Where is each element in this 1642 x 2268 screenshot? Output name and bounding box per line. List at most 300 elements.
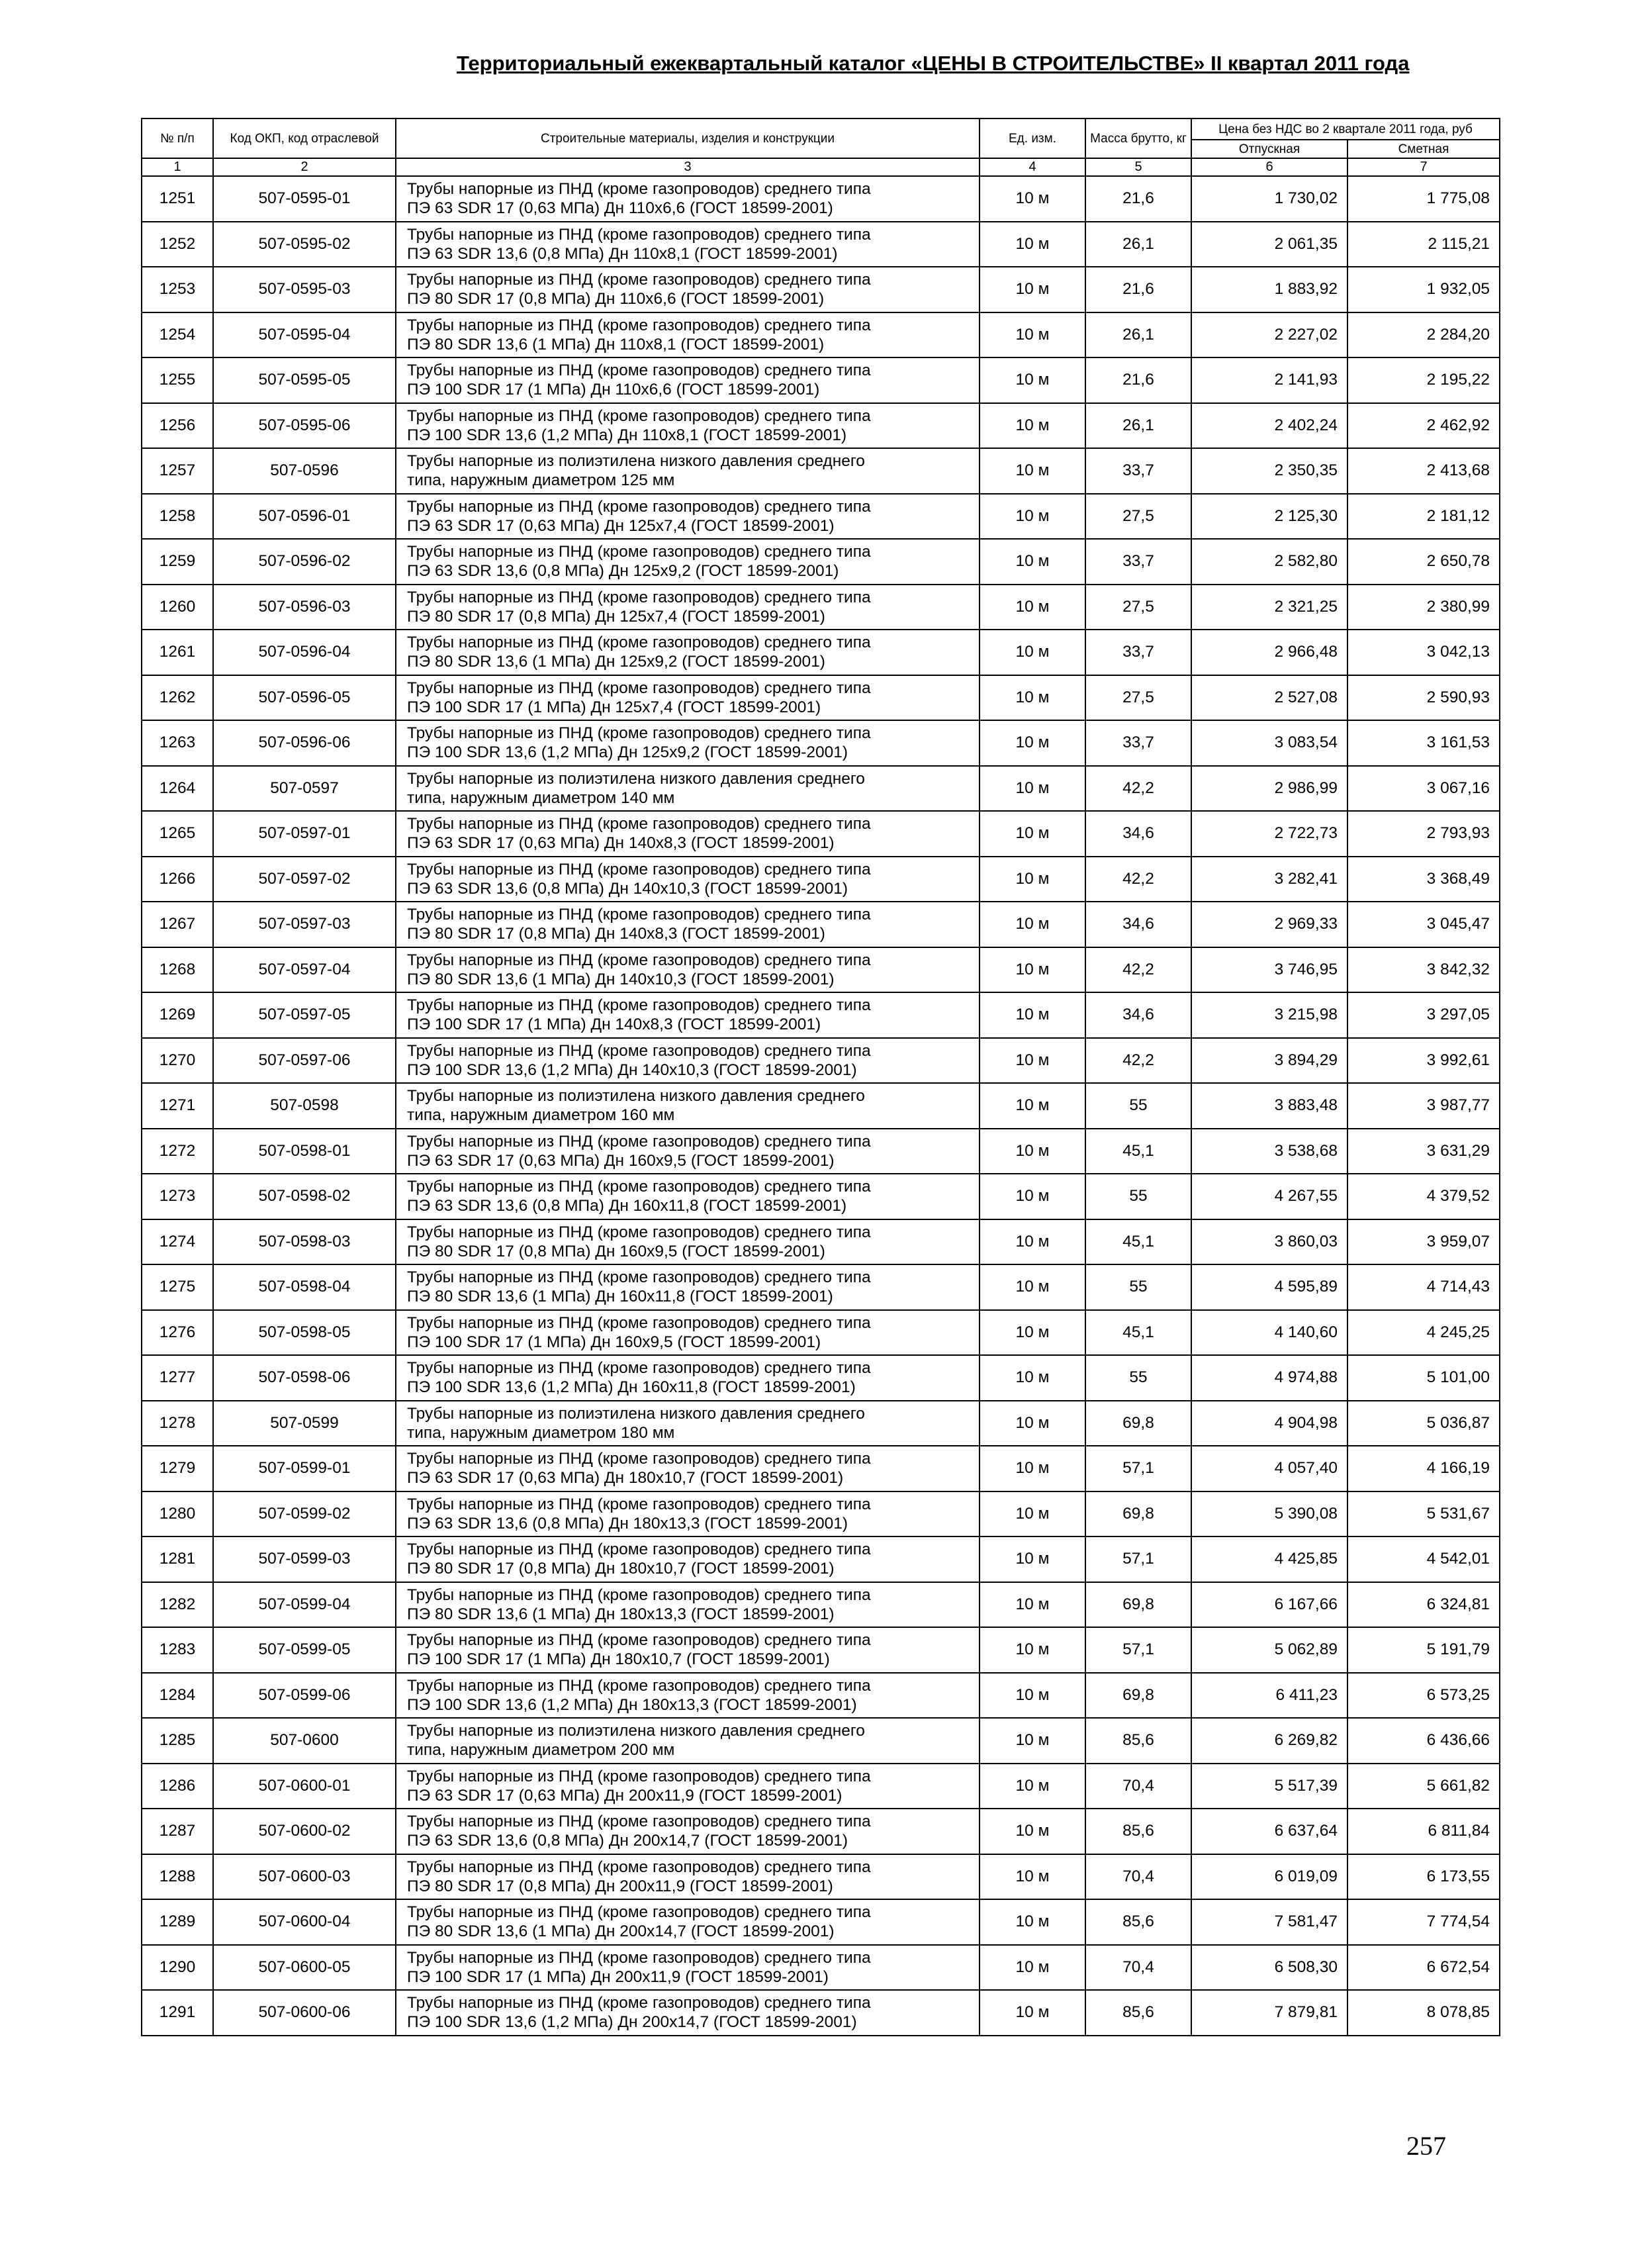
row-description-line: Трубы напорные из ПНД (кроме газопроводов) среднего типа [407, 1813, 871, 1831]
row-description-line: типа, наружным диаметром 125 мм [407, 471, 675, 490]
row-num: 1283 [142, 1627, 213, 1673]
row-description-line: ПЭ 80 SDR 13,6 (1 МПа) Дн 140х10,3 (ГОСТ 18599-2001) [407, 970, 835, 988]
row-code: 507-0595-06 [213, 403, 396, 449]
table-row [142, 1536, 1500, 1582]
row-code: 507-0600-06 [213, 1990, 396, 2036]
row-num: 1266 [142, 857, 213, 902]
row-price-release: 2 966,48 [1191, 630, 1347, 675]
table-header [142, 118, 1500, 176]
row-price-estimate: 4 245,25 [1347, 1310, 1500, 1356]
row-unit: 10 м [980, 494, 1085, 540]
row-description-line: Трубы напорные из ПНД (кроме газопроводов) среднего типа [407, 588, 871, 606]
row-description-line: Трубы напорные из ПНД (кроме газопроводов) среднего типа [407, 543, 871, 561]
row-unit: 10 м [980, 1446, 1085, 1491]
row-mass: 42,2 [1085, 1038, 1191, 1084]
row-price-estimate: 2 181,12 [1347, 494, 1500, 540]
row-description [396, 857, 980, 902]
row-description-line: ПЭ 80 SDR 17 (0,8 МПа) Дн 200х11,9 (ГОСТ 18599-2001) [407, 1877, 833, 1895]
row-description-line: типа, наружным диаметром 180 мм [407, 1423, 675, 1442]
row-price-estimate: 5 191,79 [1347, 1627, 1500, 1673]
row-mass: 57,1 [1085, 1446, 1191, 1491]
row-code: 507-0597-05 [213, 992, 396, 1038]
row-mass: 85,6 [1085, 1809, 1191, 1854]
row-price-estimate: 4 542,01 [1347, 1536, 1500, 1582]
row-mass: 33,7 [1085, 720, 1191, 766]
row-price-release: 2 125,30 [1191, 494, 1347, 540]
table-row [142, 811, 1500, 857]
row-num: 1254 [142, 312, 213, 358]
row-price-estimate: 3 959,07 [1347, 1219, 1500, 1265]
row-price-estimate: 3 067,16 [1347, 766, 1500, 812]
row-description-line: ПЭ 63 SDR 17 (0,63 МПа) Дн 200х11,9 (ГОСТ 18599-2001) [407, 1786, 843, 1805]
table-row [142, 403, 1500, 449]
row-num: 1261 [142, 630, 213, 675]
row-price-release: 3 746,95 [1191, 947, 1347, 993]
row-description [396, 766, 980, 812]
row-unit: 10 м [980, 992, 1085, 1038]
row-price-release: 2 402,24 [1191, 403, 1347, 449]
row-description-line: Трубы напорные из ПНД (кроме газопроводов) среднего типа [407, 1676, 871, 1695]
row-code: 507-0600-01 [213, 1764, 396, 1809]
row-description [396, 1899, 980, 1945]
row-price-release: 7 581,47 [1191, 1899, 1347, 1945]
row-code: 507-0599-04 [213, 1582, 396, 1628]
row-description-line: Трубы напорные из ПНД (кроме газопроводов) среднего типа [407, 1268, 871, 1287]
row-price-estimate: 2 793,93 [1347, 811, 1500, 857]
row-description [396, 1536, 980, 1582]
row-description-line: ПЭ 100 SDR 13,6 (1,2 МПа) Дн 110х8,1 (ГОСТ 18599-2001) [407, 426, 847, 444]
table-row [142, 176, 1500, 222]
row-price-release: 2 722,73 [1191, 811, 1347, 857]
row-price-release: 2 969,33 [1191, 902, 1347, 947]
row-description [396, 1718, 980, 1764]
row-description [396, 1627, 980, 1673]
row-description [396, 720, 980, 766]
row-num: 1251 [142, 176, 213, 222]
row-mass: 21,6 [1085, 357, 1191, 403]
table-row [142, 1219, 1500, 1265]
row-price-estimate: 3 297,05 [1347, 992, 1500, 1038]
row-description [396, 267, 980, 312]
row-price-estimate: 5 531,67 [1347, 1491, 1500, 1537]
row-price-release: 3 083,54 [1191, 720, 1347, 766]
row-mass: 57,1 [1085, 1627, 1191, 1673]
row-description-line: ПЭ 100 SDR 17 (1 МПа) Дн 140х8,3 (ГОСТ 18599-2001) [407, 1016, 821, 1034]
page-header-title: Территориальный ежеквартальный каталог «ЦЕНЫ В СТРОИТЕЛЬСТВЕ» II квартал 2011 года [457, 52, 1410, 75]
table-row [142, 448, 1500, 494]
row-description-line: ПЭ 63 SDR 17 (0,63 МПа) Дн 160х9,5 (ГОСТ 18599-2001) [407, 1151, 835, 1170]
table-row [142, 720, 1500, 766]
row-code: 507-0599 [213, 1401, 396, 1446]
row-mass: 34,6 [1085, 902, 1191, 947]
row-num: 1255 [142, 357, 213, 403]
row-description [396, 1673, 980, 1719]
row-unit: 10 м [980, 1627, 1085, 1673]
row-code: 507-0598-03 [213, 1219, 396, 1265]
row-price-release: 3 883,48 [1191, 1083, 1347, 1129]
row-description-line: ПЭ 100 SDR 17 (1 МПа) Дн 125х7,4 (ГОСТ 18599-2001) [407, 698, 821, 716]
row-description-line: Трубы напорные из ПНД (кроме газопроводов) среднего типа [407, 860, 871, 878]
row-mass: 45,1 [1085, 1310, 1191, 1356]
row-unit: 10 м [980, 357, 1085, 403]
row-num: 1265 [142, 811, 213, 857]
row-description [396, 1401, 980, 1446]
row-description-line: ПЭ 80 SDR 13,6 (1 МПа) Дн 110х8,1 (ГОСТ 18599-2001) [407, 335, 825, 354]
row-code: 507-0598-05 [213, 1310, 396, 1356]
row-description [396, 1809, 980, 1854]
header-price-release: Отпускная [1191, 140, 1347, 158]
row-description-line: ПЭ 80 SDR 17 (0,8 МПа) Дн 125х7,4 (ГОСТ 18599-2001) [407, 607, 825, 626]
row-code: 507-0596-06 [213, 720, 396, 766]
row-description-line: Трубы напорные из ПНД (кроме газопроводов) среднего типа [407, 316, 871, 334]
row-description-line: Трубы напорные из ПНД (кроме газопроводов) среднего типа [407, 1178, 871, 1196]
row-price-estimate: 4 379,52 [1347, 1174, 1500, 1219]
row-unit: 10 м [980, 902, 1085, 947]
row-mass: 33,7 [1085, 448, 1191, 494]
row-price-estimate: 3 045,47 [1347, 902, 1500, 947]
row-unit: 10 м [980, 1310, 1085, 1356]
header-num: № п/п [142, 118, 213, 158]
row-mass: 33,7 [1085, 539, 1191, 585]
row-code: 507-0597-04 [213, 947, 396, 993]
row-description-line: Трубы напорные из ПНД (кроме газопроводов) среднего типа [407, 724, 871, 743]
row-description-line: ПЭ 100 SDR 13,6 (1,2 МПа) Дн 160х11,8 (ГОСТ 18599-2001) [407, 1378, 856, 1397]
row-price-release: 3 538,68 [1191, 1129, 1347, 1174]
row-description-line: типа, наружным диаметром 200 мм [407, 1741, 675, 1760]
row-mass: 26,1 [1085, 312, 1191, 358]
table-row [142, 1854, 1500, 1900]
row-price-estimate: 3 631,29 [1347, 1129, 1500, 1174]
row-description-line: Трубы напорные из ПНД (кроме газопроводов) среднего типа [407, 1223, 871, 1241]
row-unit: 10 м [980, 1582, 1085, 1628]
row-num: 1284 [142, 1673, 213, 1719]
row-price-estimate: 6 436,66 [1347, 1718, 1500, 1764]
row-description [396, 675, 980, 721]
row-price-release: 4 057,40 [1191, 1446, 1347, 1491]
row-description-line: ПЭ 63 SDR 17 (0,63 МПа) Дн 180х10,7 (ГОСТ 18599-2001) [407, 1469, 844, 1488]
row-price-estimate: 2 380,99 [1347, 585, 1500, 630]
row-mass: 85,6 [1085, 1990, 1191, 2036]
row-description-line: ПЭ 80 SDR 13,6 (1 МПа) Дн 180х13,3 (ГОСТ 18599-2001) [407, 1605, 835, 1623]
row-price-release: 2 321,25 [1191, 585, 1347, 630]
row-num: 1275 [142, 1264, 213, 1310]
row-code: 507-0596 [213, 448, 396, 494]
row-description-line: Трубы напорные из ПНД (кроме газопроводов) среднего типа [407, 497, 871, 516]
row-price-release: 5 517,39 [1191, 1764, 1347, 1809]
row-description-line: ПЭ 80 SDR 13,6 (1 МПа) Дн 125х9,2 (ГОСТ 18599-2001) [407, 653, 825, 671]
row-mass: 27,5 [1085, 494, 1191, 540]
row-mass: 69,8 [1085, 1491, 1191, 1537]
table-row [142, 1355, 1500, 1401]
table-row [142, 357, 1500, 403]
row-description-line: ПЭ 63 SDR 17 (0,63 МПа) Дн 125х7,4 (ГОСТ 18599-2001) [407, 516, 835, 535]
row-description [396, 1764, 980, 1809]
row-unit: 10 м [980, 1854, 1085, 1900]
row-description [396, 222, 980, 267]
row-description [396, 992, 980, 1038]
row-unit: 10 м [980, 1809, 1085, 1854]
row-description-line: ПЭ 100 SDR 17 (1 МПа) Дн 180х10,7 (ГОСТ 18599-2001) [407, 1650, 830, 1669]
row-description-line: Трубы напорные из ПНД (кроме газопроводов) среднего типа [407, 634, 871, 652]
row-price-estimate: 8 078,85 [1347, 1990, 1500, 2036]
row-description-line: Трубы напорные из ПНД (кроме газопроводов) среднего типа [407, 1903, 871, 1922]
row-price-estimate: 5 101,00 [1347, 1355, 1500, 1401]
row-description-line: Трубы напорные из полиэтилена низкого давления среднего [407, 452, 865, 471]
column-number: 4 [980, 158, 1085, 176]
row-description-line: ПЭ 100 SDR 17 (1 МПа) Дн 160х9,5 (ГОСТ 18599-2001) [407, 1333, 821, 1351]
row-description [396, 1945, 980, 1991]
row-description-line: Трубы напорные из ПНД (кроме газопроводов) среднего типа [407, 1858, 871, 1876]
row-code: 507-0598-06 [213, 1355, 396, 1401]
row-description-line: ПЭ 80 SDR 13,6 (1 МПа) Дн 200х14,7 (ГОСТ 18599-2001) [407, 1922, 835, 1941]
table-row [142, 857, 1500, 902]
column-number: 7 [1347, 158, 1500, 176]
row-unit: 10 м [980, 585, 1085, 630]
row-mass: 45,1 [1085, 1129, 1191, 1174]
column-number: 6 [1191, 158, 1347, 176]
row-price-estimate: 3 161,53 [1347, 720, 1500, 766]
row-description-line: Трубы напорные из ПНД (кроме газопроводов) среднего типа [407, 1313, 871, 1332]
header-unit: Ед. изм. [980, 118, 1085, 158]
row-description-line: Трубы напорные из ПНД (кроме газопроводов) среднего типа [407, 1132, 871, 1151]
row-description-line: ПЭ 63 SDR 13,6 (0,8 МПа) Дн 125х9,2 (ГОСТ 18599-2001) [407, 562, 839, 581]
row-price-release: 6 269,82 [1191, 1718, 1347, 1764]
row-description [396, 1582, 980, 1628]
row-unit: 10 м [980, 1536, 1085, 1582]
row-description-line: Трубы напорные из ПНД (кроме газопроводов) среднего типа [407, 815, 871, 833]
row-description-line: Трубы напорные из ПНД (кроме газопроводов) среднего типа [407, 1631, 871, 1650]
row-code: 507-0596-04 [213, 630, 396, 675]
column-number: 5 [1085, 158, 1191, 176]
row-description-line: ПЭ 63 SDR 13,6 (0,8 МПа) Дн 110х8,1 (ГОСТ 18599-2001) [407, 244, 838, 263]
row-mass: 21,6 [1085, 267, 1191, 312]
row-price-estimate: 6 173,55 [1347, 1854, 1500, 1900]
row-price-release: 4 140,60 [1191, 1310, 1347, 1356]
row-unit: 10 м [980, 1899, 1085, 1945]
price-table [141, 118, 1500, 2036]
row-mass: 85,6 [1085, 1718, 1191, 1764]
row-num: 1268 [142, 947, 213, 993]
row-description [396, 585, 980, 630]
row-code: 507-0600-02 [213, 1809, 396, 1854]
row-mass: 45,1 [1085, 1219, 1191, 1265]
row-mass: 69,8 [1085, 1673, 1191, 1719]
row-description [396, 1491, 980, 1537]
row-code: 507-0595-05 [213, 357, 396, 403]
row-description-line: Трубы напорные из ПНД (кроме газопроводов) среднего типа [407, 361, 871, 380]
row-price-estimate: 3 368,49 [1347, 857, 1500, 902]
row-mass: 69,8 [1085, 1582, 1191, 1628]
row-price-estimate: 5 036,87 [1347, 1401, 1500, 1446]
row-description [396, 630, 980, 675]
header-price-group: Цена без НДС во 2 квартале 2011 года, руб [1191, 118, 1500, 140]
row-description-line: ПЭ 80 SDR 17 (0,8 МПа) Дн 180х10,7 (ГОСТ 18599-2001) [407, 1560, 835, 1578]
header-price-estimate: Сметная [1347, 140, 1500, 158]
row-description-line: ПЭ 63 SDR 17 (0,63 МПа) Дн 110х6,6 (ГОСТ 18599-2001) [407, 199, 833, 218]
row-description-line: Трубы напорные из ПНД (кроме газопроводов) среднего типа [407, 1948, 871, 1967]
row-price-estimate: 1 775,08 [1347, 176, 1500, 222]
row-description [396, 1038, 980, 1084]
row-mass: 70,4 [1085, 1854, 1191, 1900]
row-description-line: Трубы напорные из ПНД (кроме газопроводов) среднего типа [407, 1585, 871, 1604]
row-price-release: 2 986,99 [1191, 766, 1347, 812]
row-description-line: Трубы напорные из ПНД (кроме газопроводов) среднего типа [407, 679, 871, 697]
table-row [142, 1491, 1500, 1537]
row-code: 507-0596-01 [213, 494, 396, 540]
table-row [142, 766, 1500, 812]
row-num: 1287 [142, 1809, 213, 1854]
row-description [396, 1264, 980, 1310]
row-mass: 26,1 [1085, 222, 1191, 267]
row-code: 507-0598 [213, 1083, 396, 1129]
row-code: 507-0597 [213, 766, 396, 812]
row-code: 507-0599-06 [213, 1673, 396, 1719]
row-description-line: Трубы напорные из ПНД (кроме газопроводов) среднего типа [407, 271, 871, 289]
row-num: 1252 [142, 222, 213, 267]
table-row [142, 1264, 1500, 1310]
row-description-line: Трубы напорные из ПНД (кроме газопроводов) среднего типа [407, 951, 871, 969]
page-number: 257 [1406, 2131, 1446, 2161]
row-description-line: Трубы напорные из полиэтилена низкого давления среднего [407, 1087, 865, 1106]
row-num: 1277 [142, 1355, 213, 1401]
row-price-release: 4 595,89 [1191, 1264, 1347, 1310]
row-description [396, 1990, 980, 2036]
row-description-line: Трубы напорные из ПНД (кроме газопроводов) среднего типа [407, 180, 871, 199]
table-row [142, 630, 1500, 675]
row-description-line: Трубы напорные из ПНД (кроме газопроводов) среднего типа [407, 1041, 871, 1060]
column-number-row [142, 158, 1500, 176]
row-num: 1264 [142, 766, 213, 812]
column-number: 3 [396, 158, 980, 176]
row-price-release: 2 141,93 [1191, 357, 1347, 403]
table-row [142, 1083, 1500, 1129]
row-mass: 69,8 [1085, 1401, 1191, 1446]
table-row [142, 1764, 1500, 1809]
row-description-line: ПЭ 80 SDR 17 (0,8 МПа) Дн 160х9,5 (ГОСТ 18599-2001) [407, 1242, 825, 1260]
row-description-line: Трубы напорные из ПНД (кроме газопроводов) среднего типа [407, 906, 871, 924]
row-price-estimate: 3 842,32 [1347, 947, 1500, 993]
row-description-line: Трубы напорные из ПНД (кроме газопроводов) среднего типа [407, 1359, 871, 1378]
row-description-line: Трубы напорные из ПНД (кроме газопроводов) среднего типа [407, 1767, 871, 1785]
row-unit: 10 м [980, 811, 1085, 857]
row-unit: 10 м [980, 1219, 1085, 1265]
row-description [396, 902, 980, 947]
row-unit: 10 м [980, 1491, 1085, 1537]
row-description [396, 312, 980, 358]
row-mass: 34,6 [1085, 811, 1191, 857]
row-unit: 10 м [980, 312, 1085, 358]
row-num: 1271 [142, 1083, 213, 1129]
row-unit: 10 м [980, 1990, 1085, 2036]
row-price-estimate: 3 987,77 [1347, 1083, 1500, 1129]
row-price-release: 2 350,35 [1191, 448, 1347, 494]
row-num: 1279 [142, 1446, 213, 1491]
header-mass: Масса брутто, кг [1085, 118, 1191, 158]
header-code: Код ОКП, код отраслевой [213, 118, 396, 158]
table-row [142, 1627, 1500, 1673]
row-code: 507-0597-02 [213, 857, 396, 902]
row-price-estimate: 7 774,54 [1347, 1899, 1500, 1945]
row-num: 1291 [142, 1990, 213, 2036]
row-num: 1253 [142, 267, 213, 312]
table-row [142, 1673, 1500, 1719]
row-description [396, 176, 980, 222]
row-unit: 10 м [980, 1038, 1085, 1084]
row-num: 1256 [142, 403, 213, 449]
row-mass: 57,1 [1085, 1536, 1191, 1582]
row-unit: 10 м [980, 222, 1085, 267]
row-price-release: 3 860,03 [1191, 1219, 1347, 1265]
table-row [142, 1945, 1500, 1991]
row-mass: 42,2 [1085, 766, 1191, 812]
row-price-estimate: 3 042,13 [1347, 630, 1500, 675]
row-description-line: ПЭ 100 SDR 13,6 (1,2 МПа) Дн 200х14,7 (ГОСТ 18599-2001) [407, 2013, 857, 2032]
row-code: 507-0600 [213, 1718, 396, 1764]
row-unit: 10 м [980, 1083, 1085, 1129]
row-price-release: 5 390,08 [1191, 1491, 1347, 1537]
row-description-line: Трубы напорные из ПНД (кроме газопроводов) среднего типа [407, 225, 871, 244]
row-code: 507-0598-02 [213, 1174, 396, 1219]
row-description-line: Трубы напорные из ПНД (кроме газопроводов) среднего типа [407, 996, 871, 1015]
row-description-line: Трубы напорные из ПНД (кроме газопроводов) среднего типа [407, 1994, 871, 2012]
row-num: 1282 [142, 1582, 213, 1628]
row-price-estimate: 2 115,21 [1347, 222, 1500, 267]
row-code: 507-0595-04 [213, 312, 396, 358]
row-description-line: Трубы напорные из ПНД (кроме газопроводов) среднего типа [407, 1495, 871, 1513]
row-num: 1278 [142, 1401, 213, 1446]
row-code: 507-0595-02 [213, 222, 396, 267]
row-description [396, 448, 980, 494]
row-unit: 10 м [980, 403, 1085, 449]
row-description-line: ПЭ 100 SDR 17 (1 МПа) Дн 110х6,6 (ГОСТ 18599-2001) [407, 381, 820, 399]
row-unit: 10 м [980, 176, 1085, 222]
row-unit: 10 м [980, 1764, 1085, 1809]
row-description-line: ПЭ 80 SDR 17 (0,8 МПа) Дн 110х6,6 (ГОСТ 18599-2001) [407, 290, 825, 308]
table-row [142, 1990, 1500, 2036]
row-mass: 55 [1085, 1264, 1191, 1310]
row-num: 1257 [142, 448, 213, 494]
row-description [396, 539, 980, 585]
table-row [142, 675, 1500, 721]
row-num: 1289 [142, 1899, 213, 1945]
row-price-release: 4 267,55 [1191, 1174, 1347, 1219]
row-description [396, 811, 980, 857]
row-unit: 10 м [980, 1718, 1085, 1764]
row-description-line: типа, наружным диаметром 160 мм [407, 1106, 675, 1125]
row-unit: 10 м [980, 1945, 1085, 1991]
row-num: 1260 [142, 585, 213, 630]
row-code: 507-0600-03 [213, 1854, 396, 1900]
row-unit: 10 м [980, 1355, 1085, 1401]
row-unit: 10 м [980, 630, 1085, 675]
row-code: 507-0598-01 [213, 1129, 396, 1174]
row-description-line: ПЭ 63 SDR 13,6 (0,8 МПа) Дн 200х14,7 (ГОСТ 18599-2001) [407, 1832, 848, 1850]
row-code: 507-0599-05 [213, 1627, 396, 1673]
row-mass: 70,4 [1085, 1764, 1191, 1809]
row-num: 1267 [142, 902, 213, 947]
row-num: 1259 [142, 539, 213, 585]
table-row [142, 902, 1500, 947]
table-row [142, 1038, 1500, 1084]
table-row [142, 494, 1500, 540]
table-row [142, 1401, 1500, 1446]
row-code: 507-0596-03 [213, 585, 396, 630]
row-description [396, 1310, 980, 1356]
table-row [142, 312, 1500, 358]
row-description-line: ПЭ 100 SDR 13,6 (1,2 МПа) Дн 180х13,3 (ГОСТ 18599-2001) [407, 1695, 857, 1714]
row-mass: 27,5 [1085, 585, 1191, 630]
header-name: Строительные материалы, изделия и конструкции [396, 118, 980, 158]
